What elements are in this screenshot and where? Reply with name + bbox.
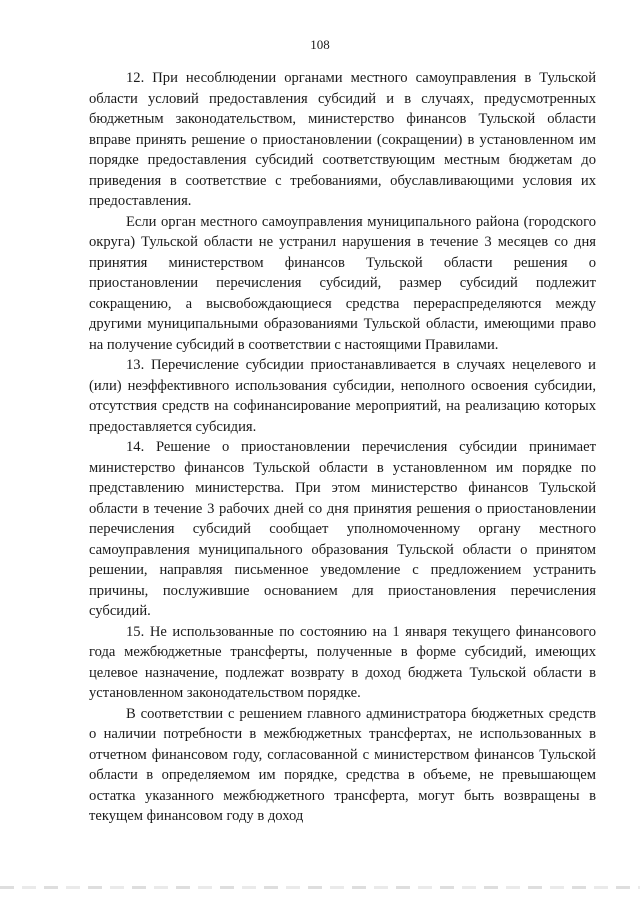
paragraph-12: 12. При несоблюдении органами местного самоуправления в Тульской области условий предоставления субсидий и в случаях, предусмотренных бюджетным законодательством, министерство финансов Тульской области вправе принять решение о приостановлении (сокращении) в установленном им порядке предоставления субсидий соответствующим местным бюджетам до приведения в соответствие с требованиями, обуславливающими условия их предоставления. (89, 70, 596, 209)
paragraph-12-continued: Если орган местного самоуправления муниципального района (городского округа) Тульской области не устранил нарушения в течение 3 месяцев со дня принятия министерством финансов Тульской области решения о приостановлении перечисления субсидий, размер субсидий подлежит сокращению, а высвобождающиеся средства перераспределяются между другими муниципальными образованиями Тульской области, имеющими право на получение субсидий в соответствии с настоящими Правилами. (89, 213, 596, 353)
page-number: 108 (310, 37, 330, 52)
paragraph-13: 13. Перечисление субсидии приостанавливается в случаях нецелевого и (или) неэффективного использования субсидии, неполного освоения субсидии, отсутствия средств на софинансирование мероприятий, на реализацию которых предоставляется субсидия. (89, 357, 596, 435)
paragraph-15: 15. Не использованные по состоянию на 1 января текущего финансового года межбюджетные трансферты, полученные в форме субсидий, имеющих целевое назначение, подлежат возврату в доход бюджета Тульской области в установленном законодательством порядке. (89, 623, 596, 701)
paragraph-15-continued: В соответствии с решением главного администратора бюджетных средств о наличии потребности в межбюджетных трансфертах, не использованных в отчетном финансовом году, согласованной с министерством финансов Тульской области в определяемом им порядке, средства в объеме, не превышающем остатка указанного межбюджетного трансферта, могут быть возвращены в текущем финансовом году в доход (89, 705, 596, 824)
paragraph-14: 14. Решение о приостановлении перечисления субсидии принимает министерство финансов Тульской области в установленном им порядке по представлению министерства. При этом министерство финансов Тульской области в течение 3 рабочих дней со дня принятия решения о приостановлении перечисления субсидий сообщает уполномоченному органу местного самоуправления муниципального образования Тульской области о принятом решении, направляя письменное уведомление с предложением устранить причины, послужившие основанием для приостановления перечисления субсидий. (89, 439, 596, 619)
document-body (89, 68, 596, 827)
scan-artifact-strip (0, 886, 640, 889)
